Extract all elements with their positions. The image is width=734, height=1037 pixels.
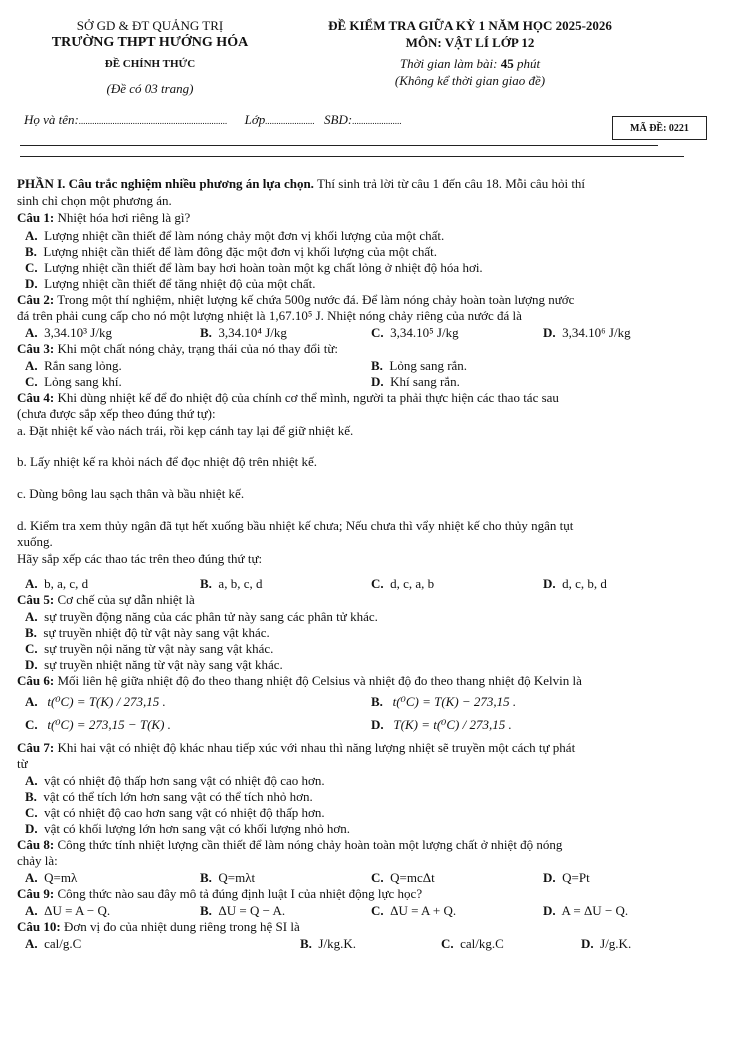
q8-option-a[interactable]: A. Q=mλ bbox=[25, 870, 78, 885]
time-info: Thời gian làm bài: 45 phút bbox=[399, 56, 541, 71]
q1-option-c[interactable]: C. Lượng nhiệt cần thiết để làm bay hơi hoàn toàn một kg chất lỏng ở nhiệt độ hóa hơi. bbox=[25, 260, 483, 275]
q3-option-b[interactable]: B. Lỏng sang rắn. bbox=[371, 358, 468, 373]
q6-option-b[interactable]: B. t(⁰C) = T(K) − 273,15 . bbox=[371, 694, 517, 709]
question-7-cont: từ bbox=[17, 756, 28, 771]
q9-option-b[interactable]: B. ΔU = Q − A. bbox=[200, 903, 286, 918]
q3-option-a[interactable]: A. Rắn sang lỏng. bbox=[25, 358, 122, 373]
q7-option-d[interactable]: D. vật có khối lượng lớn hơn sang vật có khối lượng nhỏ hơn. bbox=[25, 821, 351, 836]
q1-option-d[interactable]: D. Lượng nhiệt cần thiết để tăng nhiệt độ của một chất. bbox=[25, 276, 316, 291]
q2-option-c[interactable]: C. 3,34.10⁵ J/kg bbox=[371, 325, 459, 340]
q5-option-d[interactable]: D. sự truyền nhiệt năng từ vật này sang vật khác. bbox=[25, 657, 283, 672]
q10-option-d[interactable]: D. J/g.K. bbox=[581, 936, 632, 951]
student-info-line bbox=[24, 112, 402, 128]
question-4-cont: (chưa được sắp xếp theo đúng thứ tự): bbox=[17, 406, 216, 421]
exam-title: ĐỀ KIỂM TRA GIỮA KỲ 1 NĂM HỌC 2025-2026 bbox=[328, 18, 612, 33]
q5-option-a[interactable]: A. sự truyền động năng của các phân tử này sang các phân tử khác. bbox=[25, 609, 378, 624]
q4-ask: Hãy sắp xếp các thao tác trên theo đúng thứ tự: bbox=[17, 551, 263, 566]
question-1: Câu 1: Nhiệt hóa hơi riêng là gì? bbox=[17, 210, 191, 225]
q4-option-a[interactable]: A. b, a, c, d bbox=[25, 576, 89, 591]
question-6: Câu 6: Mối liên hệ giữa nhiệt độ đo theo thang nhiệt độ Celsius và nhiệt độ đo theo thang nhiệt độ Kelvin là bbox=[17, 673, 582, 688]
q8-option-d[interactable]: D. Q=Pt bbox=[543, 870, 590, 885]
q4-option-d[interactable]: D. d, c, b, d bbox=[543, 576, 607, 591]
part1-desc: sinh chỉ chọn một phương án. bbox=[17, 193, 172, 208]
question-7: Câu 7: Khi hai vật có nhiệt độ khác nhau tiếp xúc với nhau thì năng lượng nhiệt sẽ truyền một cách tự phát bbox=[17, 740, 576, 755]
q7-option-a[interactable]: A. vật có nhiệt độ thấp hơn sang vật có nhiệt độ cao hơn. bbox=[25, 773, 325, 788]
q9-option-a[interactable]: A. ΔU = A − Q. bbox=[25, 903, 111, 918]
time-note: (Không kể thời gian giao đề) bbox=[394, 73, 546, 88]
part1-heading: PHẦN I. Câu trắc nghiệm nhiều phương án lựa chọn. Thí sinh trả lời từ câu 1 đến câu 18. Mỗi câu hỏi thí bbox=[17, 176, 586, 191]
q5-option-c[interactable]: C. sự truyền nội năng từ vật này sang vật khác. bbox=[25, 641, 274, 656]
question-4: Câu 4: Khi dùng nhiệt kế để đo nhiệt độ của chính cơ thể mình, người ta phải thực hiện các thao tác sau bbox=[17, 390, 559, 405]
q4-step-d: d. Kiểm tra xem thủy ngân đã tụt hết xuống bầu nhiệt kế chưa; Nếu chưa thì vẩy nhiệt kế cho thủy ngân tụt bbox=[17, 518, 574, 533]
department-name: SỞ GD & ĐT QUẢNG TRỊ bbox=[76, 18, 224, 33]
question-10: Câu 10: Đơn vị đo của nhiệt dung riêng trong hệ SI là bbox=[17, 919, 300, 934]
q8-option-c[interactable]: C. Q=mcΔt bbox=[371, 870, 435, 885]
q2-option-b[interactable]: B. 3,34.10⁴ J/kg bbox=[200, 325, 287, 340]
q6-option-c[interactable]: C. t(⁰C) = 273,15 − T(K) . bbox=[25, 717, 171, 732]
question-2-cont: đá trên phải cung cấp cho nó một lượng nhiệt là 1,67.10⁵ J. Nhiệt nóng chảy riêng của nước đá là bbox=[17, 308, 522, 323]
q4-step-d-cont: xuống. bbox=[17, 534, 53, 549]
q7-option-c[interactable]: C. vật có nhiệt độ cao hơn sang vật có nhiệt độ thấp hơn. bbox=[25, 805, 325, 820]
question-2: Câu 2: Trong một thí nghiệm, nhiệt lượng kế chứa 500g nước đá. Để làm nóng chảy hoàn toàn lượng nước bbox=[17, 292, 575, 307]
q8-option-b[interactable]: B. Q=mλt bbox=[200, 870, 256, 885]
q2-option-d[interactable]: D. 3,34.10⁶ J/kg bbox=[543, 325, 631, 340]
name-field[interactable]: .................................................................. bbox=[78, 116, 228, 126]
q4-step-c: c. Dùng bông lau sạch thân và bầu nhiệt kế. bbox=[17, 486, 245, 501]
class-label: Lớp bbox=[244, 112, 266, 127]
class-field[interactable]: ...................... bbox=[265, 116, 315, 126]
q4-step-a: a. Đặt nhiệt kế vào nách trái, rồi kẹp cánh tay lại để giữ nhiệt kế. bbox=[17, 423, 354, 438]
q1-option-b[interactable]: B. Lượng nhiệt cần thiết để làm đông đặc một đơn vị khối lượng của một chất. bbox=[25, 244, 437, 259]
name-label: Họ và tên: bbox=[24, 112, 79, 127]
question-5: Câu 5: Cơ chế của sự dẫn nhiệt là bbox=[17, 592, 195, 607]
exam-code-box: MÃ ĐỀ: 0221 bbox=[612, 116, 707, 140]
subject-title: MÔN: VẬT LÍ LỚP 12 bbox=[405, 35, 535, 50]
page-count: (Đề có 03 trang) bbox=[106, 81, 194, 96]
q10-option-a[interactable]: A. cal/g.C bbox=[25, 936, 82, 951]
q9-option-d[interactable]: D. A = ΔU − Q. bbox=[543, 903, 629, 918]
q6-option-a[interactable]: A. t(⁰C) = T(K) / 273,15 . bbox=[25, 694, 166, 709]
question-3: Câu 3: Khi một chất nóng chảy, trạng thái của nó thay đổi từ: bbox=[17, 341, 339, 356]
q1-option-a[interactable]: A. Lượng nhiệt cần thiết để làm nóng chảy một đơn vị khối lượng của một chất. bbox=[25, 228, 445, 243]
divider-1 bbox=[20, 145, 658, 146]
q7-option-b[interactable]: B. vật có thể tích lớn hơn sang vật có thể tích nhỏ hơn. bbox=[25, 789, 313, 804]
q2-option-a[interactable]: A. 3,34.10³ J/kg bbox=[25, 325, 112, 340]
question-8: Câu 8: Công thức tính nhiệt lượng cần thiết để làm nóng chảy hoàn toàn một lượng chất ở nhiệt độ nóng bbox=[17, 837, 563, 852]
q10-option-c[interactable]: C. cal/kg.C bbox=[441, 936, 504, 951]
q4-option-c[interactable]: C. d, c, a, b bbox=[371, 576, 435, 591]
q5-option-b[interactable]: B. sự truyền nhiệt độ từ vật này sang vật khác. bbox=[25, 625, 270, 640]
q10-option-b[interactable]: B. J/kg.K. bbox=[300, 936, 356, 951]
divider-2 bbox=[20, 156, 684, 157]
q6-option-d[interactable]: D. T(K) = t(⁰C) / 273,15 . bbox=[371, 717, 512, 732]
q3-option-c[interactable]: C. Lỏng sang khí. bbox=[25, 374, 122, 389]
sbd-label: SBD: bbox=[324, 112, 353, 127]
q9-option-c[interactable]: C. ΔU = A + Q. bbox=[371, 903, 457, 918]
q4-option-b[interactable]: B. a, b, c, d bbox=[200, 576, 263, 591]
sbd-field[interactable]: ...................... bbox=[352, 116, 402, 126]
official-label: ĐỀ CHÍNH THỨC bbox=[104, 58, 196, 70]
question-9: Câu 9: Công thức nào sau đây mô tả đúng định luật I của nhiệt động lực học? bbox=[17, 886, 423, 901]
question-8-cont: chảy là: bbox=[17, 853, 58, 868]
school-name: TRƯỜNG THPT HƯỚNG HÓA bbox=[51, 35, 249, 50]
q3-option-d[interactable]: D. Khí sang rắn. bbox=[371, 374, 460, 389]
q4-step-b: b. Lấy nhiệt kế ra khỏi nách để đọc nhiệt độ trên nhiệt kế. bbox=[17, 454, 317, 469]
